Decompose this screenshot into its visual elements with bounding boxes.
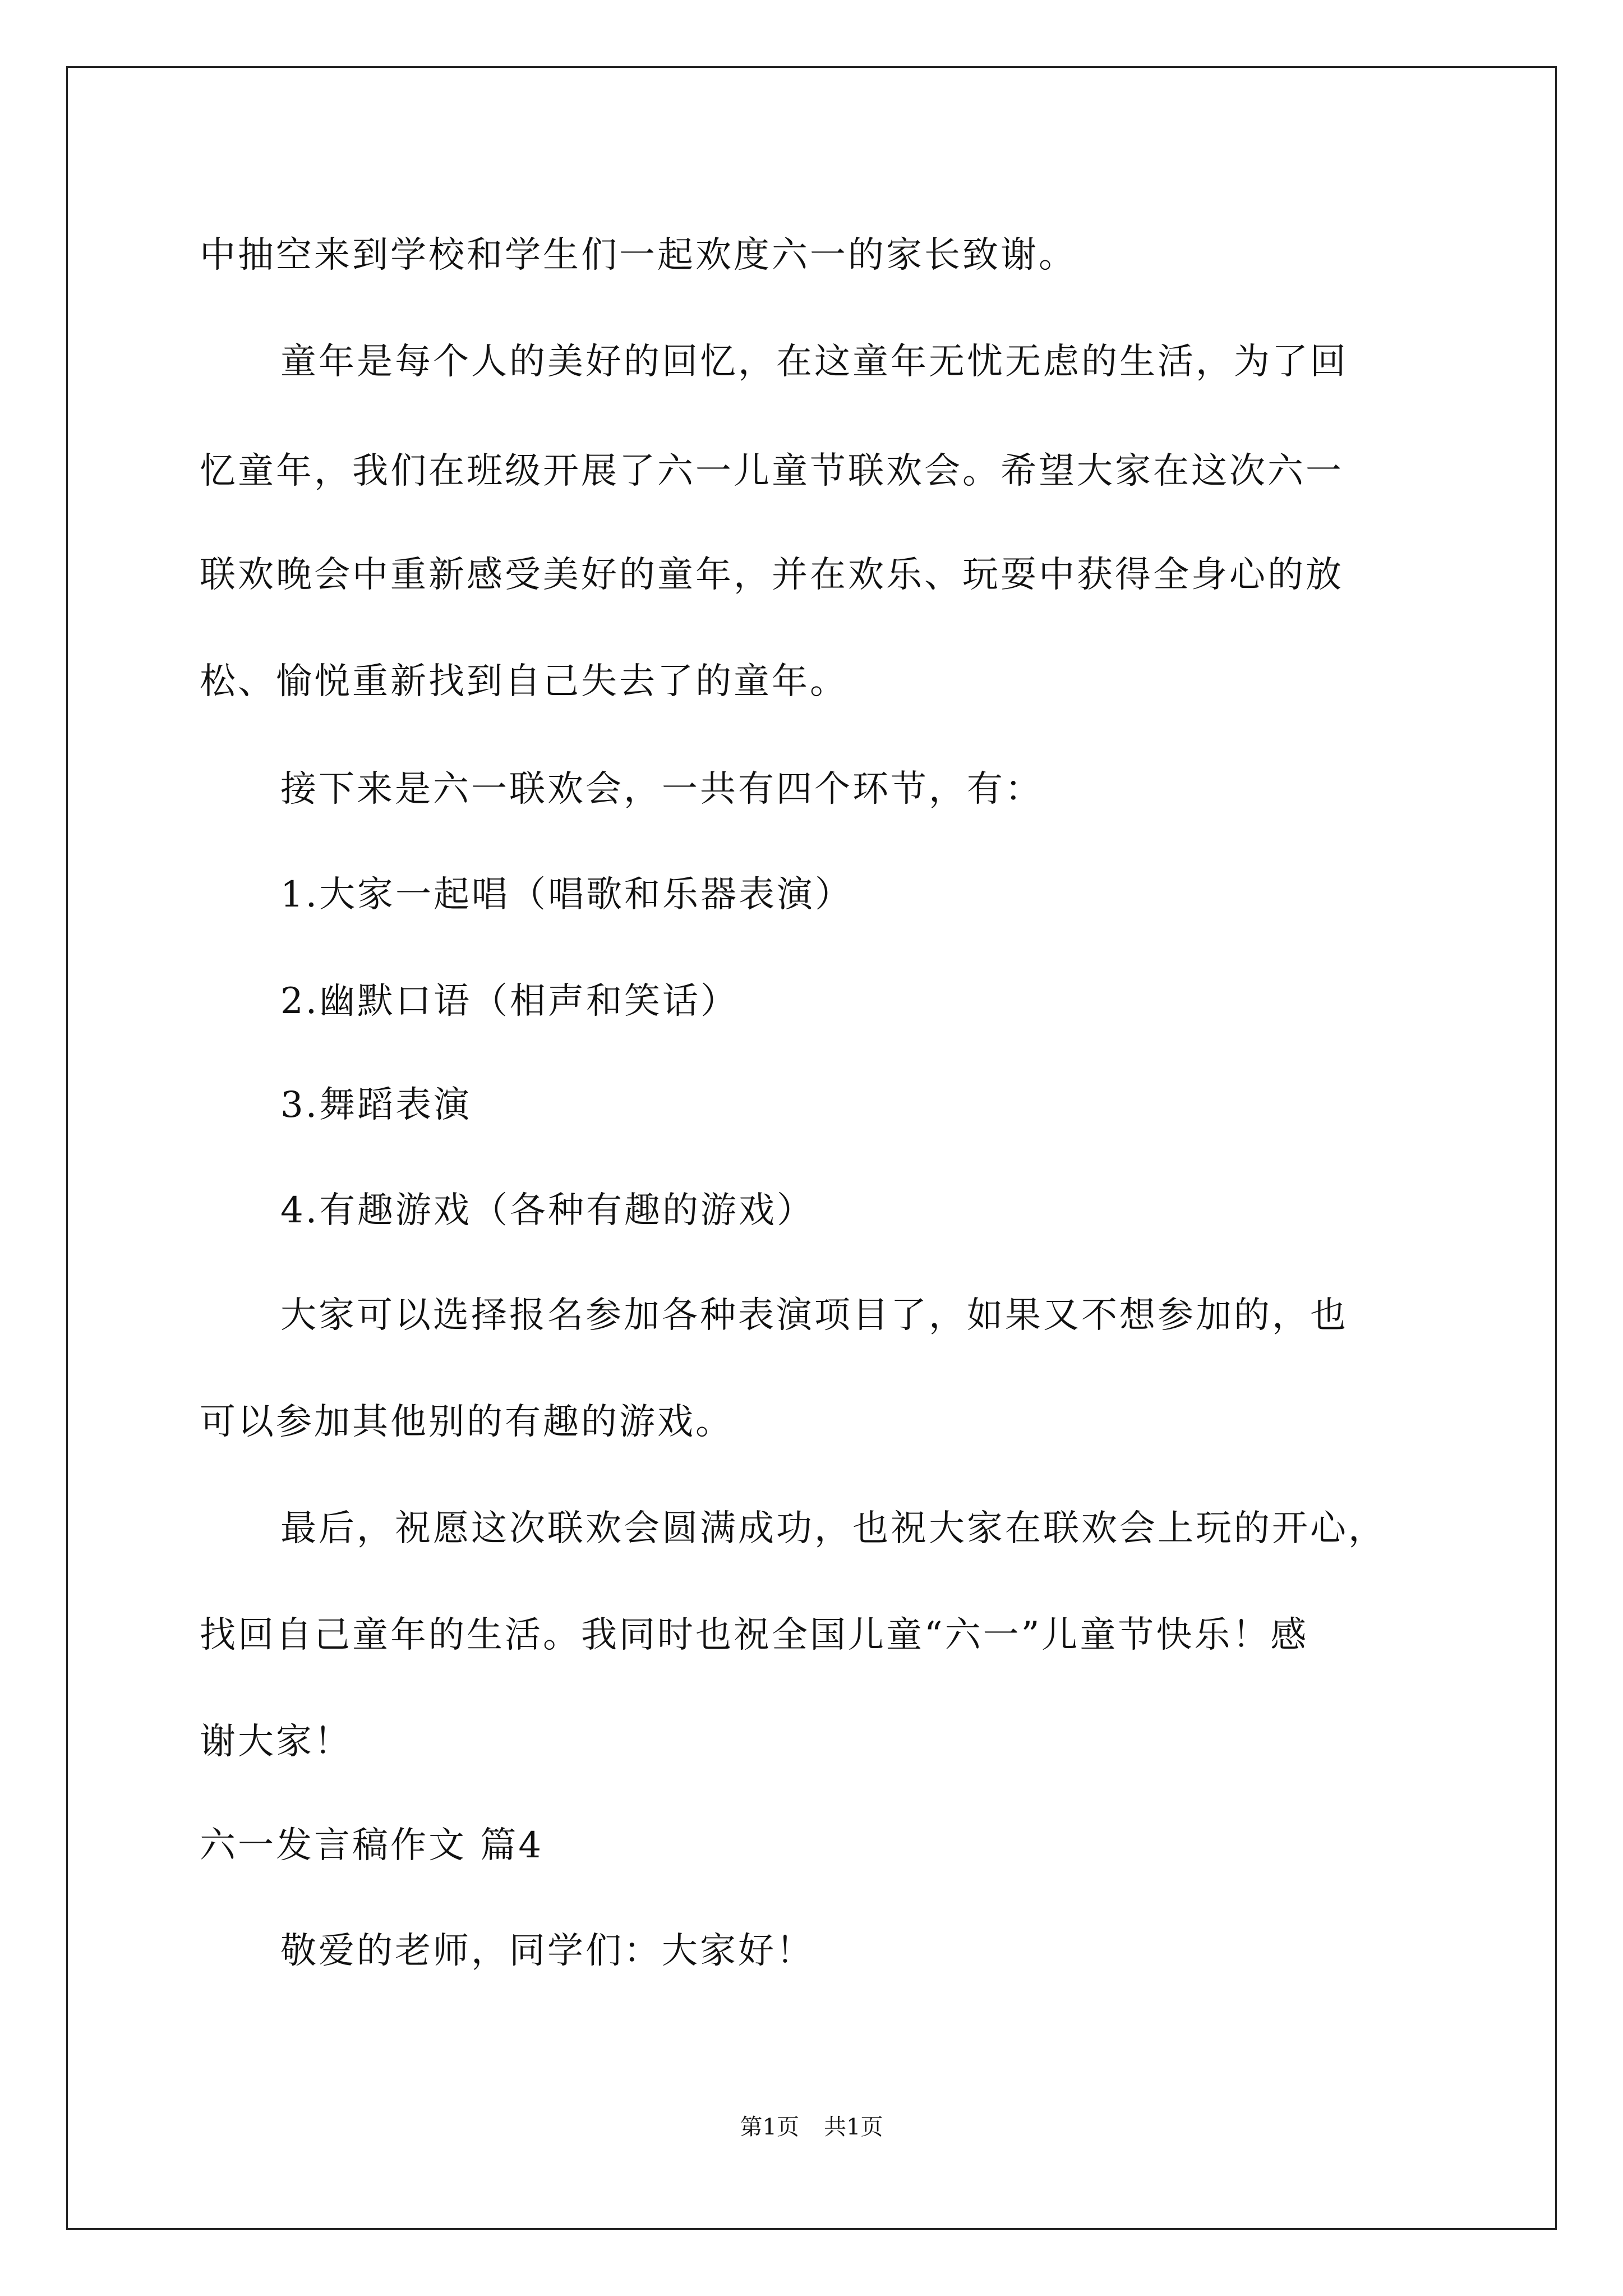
list-item: 4.有趣游戏（各种有趣的游戏） — [280, 1190, 815, 1231]
page-border — [66, 66, 1557, 2230]
page-total: 共1页 — [824, 2114, 883, 2140]
page-footer — [0, 2110, 1623, 2144]
paragraph-line: 中抽空来到学校和学生们一起欢度六一的家长致谢。 — [200, 234, 1077, 276]
paragraph-line: 找回自己童年的生活。我同时也祝全国儿童“六一”儿童节快乐！感 — [200, 1614, 1309, 1656]
list-item: 2.幽默口语（相声和笑话） — [280, 981, 739, 1022]
list-item: 3.舞蹈表演 — [280, 1084, 472, 1126]
paragraph-line: 大家可以选择报名参加各种表演项目了，如果又不想参加的，也 — [280, 1295, 1348, 1336]
paragraph-line: 童年是每个人的美好的回忆，在这童年无忧无虑的生活，为了回 — [280, 341, 1348, 383]
section-heading: 六一发言稿作文 篇4 — [200, 1825, 544, 1866]
paragraph-line: 松、愉悦重新找到自己失去了的童年。 — [200, 661, 848, 702]
paragraph-line: 联欢晚会中重新感受美好的童年，并在欢乐、玩耍中获得全身心的放 — [200, 554, 1344, 596]
page-number: 第1页 — [740, 2114, 799, 2140]
list-item: 1.大家一起唱（唱歌和乐器表演） — [280, 874, 854, 915]
paragraph-line: 敬爱的老师，同学们：大家好！ — [280, 1930, 814, 1972]
paragraph-line: 忆童年，我们在班级开展了六一儿童节联欢会。希望大家在这次六一 — [200, 450, 1344, 492]
paragraph-line: 最后，祝愿这次联欢会圆满成功，也祝大家在联欢会上玩的开心， — [280, 1508, 1386, 1549]
paragraph-line: 接下来是六一联欢会，一共有四个环节，有： — [280, 769, 1043, 810]
paragraph-line: 谢大家！ — [200, 1721, 352, 1763]
paragraph-line: 可以参加其他别的有趣的游戏。 — [200, 1401, 734, 1443]
